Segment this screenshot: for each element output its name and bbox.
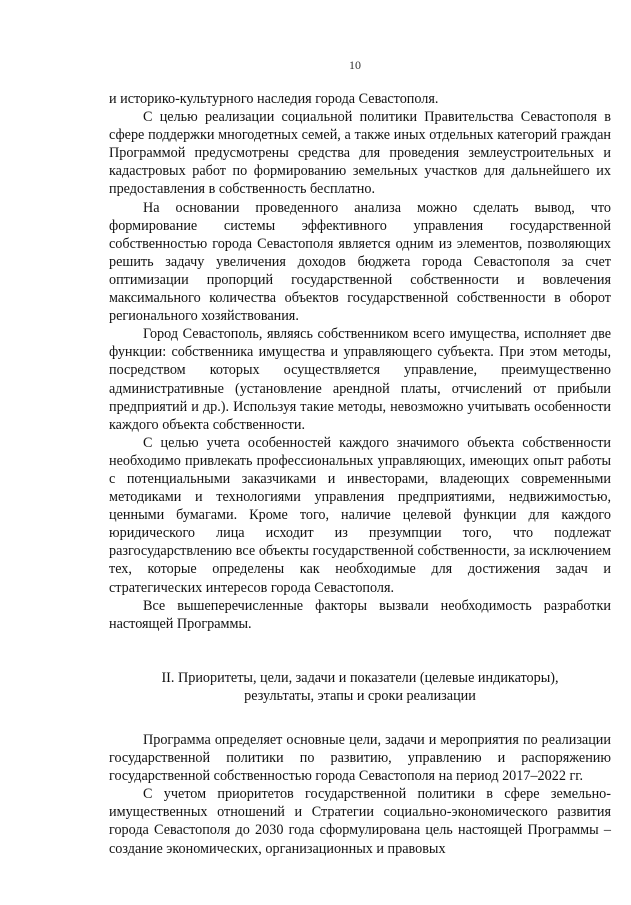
paragraph-professional-managers: С целью учета особенностей каждого значимого объекта собственности необходимо привлекать профессиональных управляющих, имеющих опыт работы с потенциальными заказчиками и инвесторами, владеющих современными методиками и технологиями управления предприятиями, недвижимостью, ценными бумагами. Кроме того, наличие целевой функции для каждого юридического лица исходит из презумпции того, что подлежат разгосударствлению все объекты государственной собственности, за исключением тех, которые определены как необходимые для достижения задач и стратегических интересов города Севастополя. — [109, 434, 611, 596]
paragraph-owner-functions: Город Севастополь, являясь собственником всего имущества, исполняет две функции: собственника имущества и управляющего субъекта. При этом методы, посредством которых осуществляется управление, преимущественно административные (установление арендной платы, отчислений от прибыли предприятий и др.). Используя такие методы, невозможно учитывать особенности каждого объекта собственности. — [109, 326, 611, 433]
section-heading: II. Приоритеты, цели, задачи и показатели (целевые индикаторы), результаты, этапы и сроки реализации — [161, 669, 559, 704]
paragraph-program-necessity: Все вышеперечисленные факторы вызвали необходимость разработки настоящей Программы. — [109, 597, 611, 632]
paragraph-program-priorities: С учетом приоритетов государственной политики в сфере земельно-имущественных отношений и Стратегии социально-экономического развития города Севастополя до 2030 года сформулирована цель настоящей Программы – создание экономических, организационных и правовых — [109, 786, 611, 857]
paragraph-analysis-conclusion: На основании проведенного анализа можно сделать вывод, что формирование системы эффективного управления государственной собственностью города Севастополя является одним из элементов, позволяющих решить задачу увеличения доходов бюджета города Севастополя за счет оптимизации пропорций государственной собственности и вовлечения максимального количества объектов государственной собственности в оборот регионального хозяйствования. — [109, 199, 611, 325]
page-number: 10 — [349, 58, 361, 72]
paragraph-continuation: и историко-культурного наследия города Севастополя. — [109, 91, 439, 107]
paragraph-social-policy: С целью реализации социальной политики Правительства Севастополя в сфере поддержки многодетных семей, а также иных отдельных категорий граждан Программой предусмотрены средства для проведения землеустроительных и кадастровых работ по формированию земельных участков для дальнейшего их предоставления в собственность бесплатно. — [109, 109, 611, 198]
document-body — [109, 90, 611, 858]
paragraph-program-goals: Программа определяет основные цели, задачи и мероприятия по реализации государственной политики по развитию, управлению и распоряжению государственной собственностью города Севастополя на период 2017–2022 гг. — [109, 732, 611, 785]
